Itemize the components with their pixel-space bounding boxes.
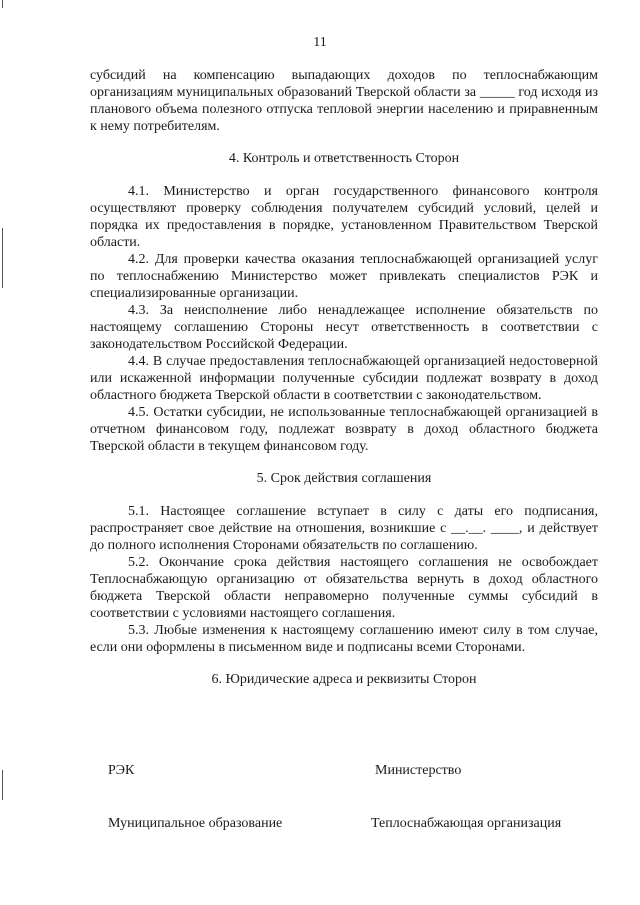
party-heat-org: Теплоснабжающая организация bbox=[371, 816, 562, 831]
party-municipality: Муниципальное образование bbox=[108, 816, 283, 831]
clause-4-2: 4.2. Для проверки качества оказания теплоснабжающей организацией услуг по теплоснабжению Министерство может привлекать специалистов РЭК и специализированные организации. bbox=[90, 252, 598, 301]
party-ministry: Министерство bbox=[375, 763, 462, 778]
signature-row-1 bbox=[0, 762, 640, 782]
page-number: 11 bbox=[313, 35, 327, 50]
clause-4-4: 4.4. В случае предоставления теплоснабжающей организацией недостоверной или искаженной информации полученные субсидии подлежат возврату в доход областного бюджета Тверской области в соответствии с законодательством. bbox=[90, 354, 598, 403]
document-body bbox=[90, 67, 598, 688]
section-5-heading: 5. Срок действия соглашения bbox=[256, 471, 432, 486]
clause-4-5: 4.5. Остатки субсидии, не использованные теплоснабжающей организацией в отчетном финансовом году, подлежат возврату в доход областного бюджета Тверской области в текущем финансовом году. bbox=[90, 405, 598, 454]
clause-5-1: 5.1. Настоящее соглашение вступает в силу с даты его подписания, распространяет свое действие на отношения, возникшие с __.__. ____, и действует до полного исполнения Сторонами обязательств по соглашению. bbox=[90, 504, 598, 553]
clause-5-3: 5.3. Любые изменения к настоящему соглашению имеют силу в том случае, если они оформлены в письменном виде и подписаны всеми Сторонами. bbox=[90, 623, 598, 655]
clause-5-2: 5.2. Окончание срока действия настоящего соглашения не освобождает Теплоснабжающую организацию от обязательства вернуть в доход областного бюджета Тверской области неправомерно полученные суммы субсидий в соответствии с условиями настоящего соглашения. bbox=[90, 555, 598, 621]
section-4-heading: 4. Контроль и ответственность Сторон bbox=[228, 151, 460, 166]
section-6-heading: 6. Юридические адреса и реквизиты Сторон bbox=[211, 672, 477, 687]
clause-4-3: 4.3. За неисполнение либо ненадлежащее исполнение обязательств по настоящему соглашению Стороны несут ответственность в соответствии с законодательством Российской Федерации. bbox=[90, 303, 598, 352]
scan-edge-mark bbox=[2, 0, 3, 8]
party-rek: РЭК bbox=[108, 763, 135, 778]
signature-row-2 bbox=[0, 815, 640, 835]
clause-4-1: 4.1. Министерство и орган государственного финансового контроля осуществляют проверку соблюдения получателем субсидий условий, целей и порядка их предоставления в порядке, установленном Правительством Тверской области. bbox=[90, 184, 598, 250]
scan-edge-mark bbox=[2, 228, 3, 288]
intro-paragraph: субсидий на компенсацию выпадающих доходов по теплоснабжающим организациям муниципальных образований Тверской области за _____ год исходя из планового объема полезного отпуска тепловой энергии населению и приравненным к нему потребителям. bbox=[90, 68, 598, 134]
